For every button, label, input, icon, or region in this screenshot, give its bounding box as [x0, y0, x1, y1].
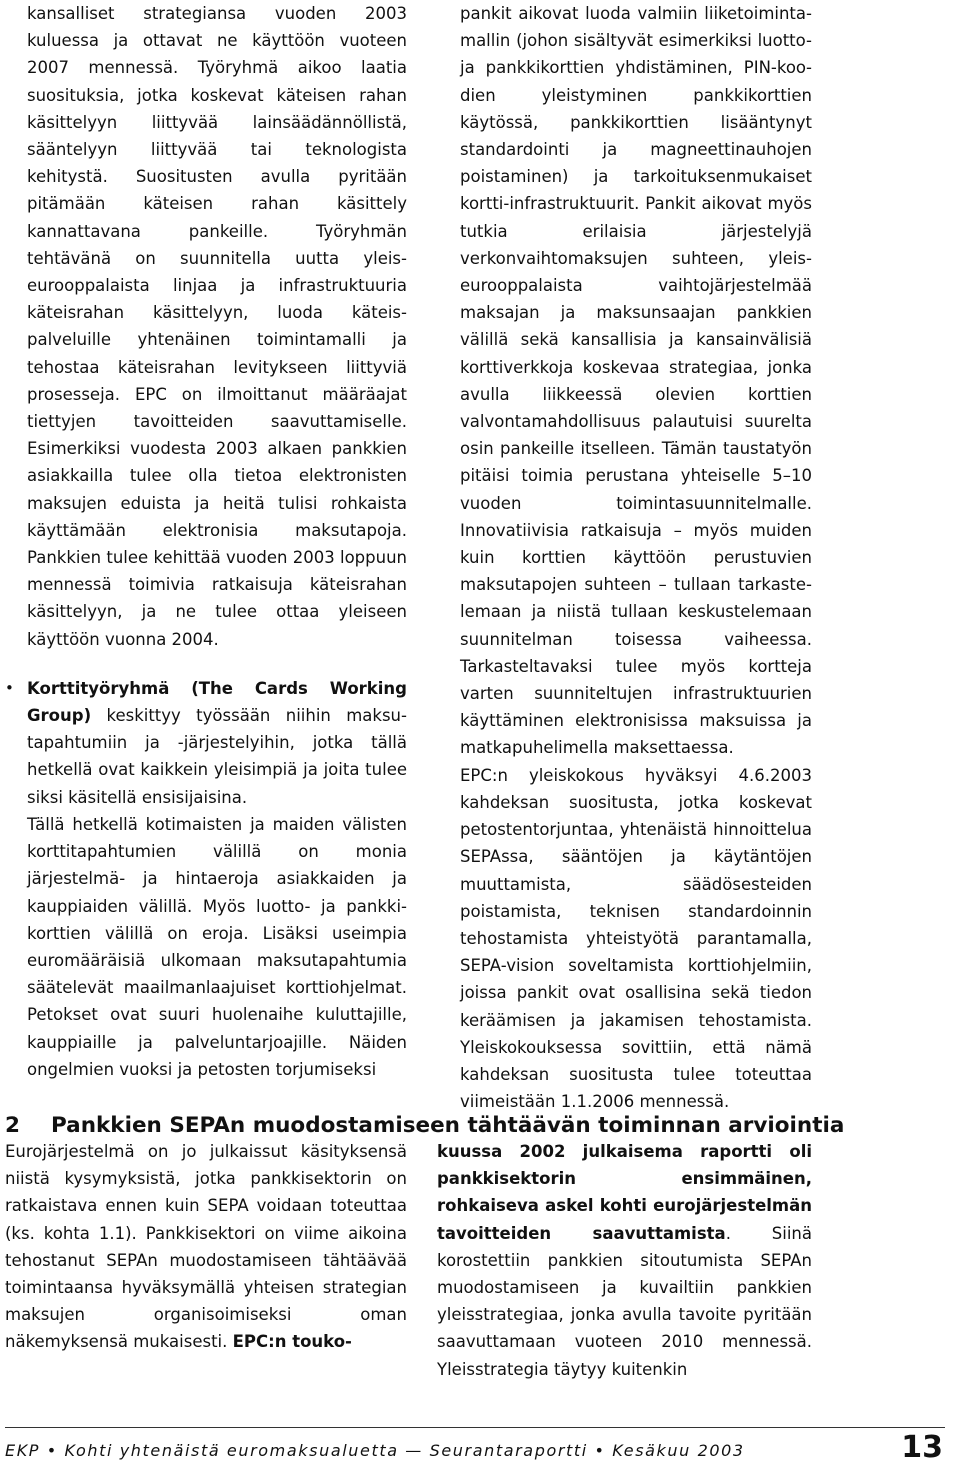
bottom-left-paragraph — [5, 1138, 407, 1356]
left-paragraph-2: Tällä hetkellä kotimaisten ja maiden välisten korttitapahtumien välillä on monia järjestelmä- ja hintaeroja asiakkaiden ja kauppiaiden välillä. Myös luotto- ja pankkikorttien välillä on eroja. Lisäksi useimpia euromääräisiä ulkomaan maksutapahtumia säätelevät maailmanlaajuiset korttiohjelmat. Petokset ovat suuri huolenaihe kuluttajille, kauppiaille ja palveluntarjoajille. Näiden ongelmien vuoksi ja petosten torjumiseksi — [27, 814, 407, 1079]
right-paragraph-2: EPC:n yleiskokous hyväksyi 4.6.2003 kahdeksan suositusta, jotka koskevat petostentorjuntaa, yhtenäistä hinnoittelua SEPAssa, sääntöjen ja käytäntöjen muuttamista, säädösesteiden poistamista, teknisen standardoinnin tehostamista yhteistyötä parantamalla, SEPA-vision soveltamista korttiohjelmiin, joissa pankit ovat osallisina sekä tiedon keräämisen ja jakamisen tehostamista. Yleiskokouksessa sovittiin, että nämä kahdeksan suositusta tulee toteuttaa viimeistään 1.1.2006 mennessä. — [460, 765, 812, 1112]
footer-divider — [5, 1427, 945, 1428]
section-heading — [5, 1113, 935, 1138]
bottom-right-text: . Siinä korostettiin pankkien sitoutumista SEPAn muodostamiseen ja kuvailtiin pankkien yleisstrategiaa, jonka avulla tavoite pyritään saavuttamaan vuoteen 2010 mennessä. Yleisstrategia täytyy kuitenkin — [437, 1223, 812, 1379]
bottom-left-column — [5, 1138, 407, 1356]
bullet-icon: • — [5, 678, 14, 697]
bottom-left-bold: EPC:n touko- — [232, 1332, 352, 1352]
bullet-heading: Korttityöryhmä (The Cards Working Group) — [27, 678, 407, 726]
left-column — [5, 0, 407, 1083]
bottom-right-paragraph — [437, 1138, 812, 1383]
footer-text: EKP • Kohti yhtenäistä euromaksualuetta — Seurantaraportti • Kesäkuu 2003 — [5, 1441, 745, 1460]
cards-working-group-bullet — [5, 675, 407, 811]
bottom-left-text: Eurojärjestelmä on jo julkaissut käsityksensä niistä kysymyksistä, jotka pankkisektorin on ratkaistava ennen kuin SEPA voidaan toteuttaa (ks. kohta 1.1). Pankkisektori on viime aikoina tehostanut SEPAn muodostamiseen tähtäävää toimintaansa hyväksymällä yhteisen strategian maksujen organisoimiseksi oman näkemyksensä mukaisesti. — [5, 1142, 407, 1352]
section-title: Pankkien SEPAn muodostamiseen tähtäävän toiminnan arviointia — [51, 1113, 845, 1138]
page-number: 13 — [901, 1430, 943, 1465]
bottom-right-column — [437, 1138, 812, 1383]
bottom-right-bold: kuussa 2002 julkaisema raportti oli pankkisektorin ensimmäinen, rohkaiseva askel kohti eurojärjestelmän tavoitteiden saavuttamista — [437, 1142, 812, 1243]
left-paragraph-1: kansalliset strategiansa vuoden 2003 kuluessa ja ottavat ne käyttöön vuoteen 2007 mennessä. Työryhmä aikoo laatia suosituksia, jotka koskevat käteisen rahan käsittelyyn liittyvää lainsäädännöllistä, sääntelyyn liittyvää tai teknologista kehitystä. Suositusten avulla pyritään pitämään käteisen rahan käsittely kannattavana pankeille. Työryhmän tehtävänä on suunnitella uutta yleiseurooppalaista linjaa ja infrastruktuuria käteisrahan käsittelyyn, luoda käteispalveluille yhtenäinen toimintamalli ja tehostaa käteisrahan levitykseen liittyviä prosesseja. EPC on ilmoittanut määräajat tiettyjen tavoitteiden saavuttamiselle. Esimerkiksi vuodesta 2003 alkaen pankkien asiakkailla tulee olla tietoa elektronisten maksujen eduista ja heitä tulisi rohkaista käyttämään elektronisia maksutapoja. Pankkien tulee kehittää vuoden 2003 loppuun mennessä toimivia ratkaisuja käteisrahan käsittelyyn, ja ne tulee ottaa yleiseen käyttöön vuonna 2004. — [27, 4, 407, 649]
section-number: 2 — [5, 1113, 20, 1138]
right-paragraph-1: pankit aikovat luoda valmiin liiketoimintamallin (johon sisältyvät esimerkiksi luotto- ja pankkikorttien yhdistäminen, PIN-koodien yleistyminen pankkikorttien käytössä, pankkikorttien lisääntynyt standardointi ja magneettinauhojen poistaminen) ja tarkoituksenmukaiset kortti-infrastruktuurit. Pankit aikovat myös tutkia erilaisia järjestelyjä verkonvaihtomaksujen suhteen, yleiseurooppalaista vaihtojärjestelmää maksajan ja maksunsaajan pankkien välillä sekä kansallisia ja kansainvälisiä korttiverkkoja koskevaa strategiaa, jonka avulla liikkeessä olevien korttien valvontamahdollisuus palautuisi suurelta osin pankeille itselleen. Tämän taustatyön pitäisi toimia perustana yhteiselle 5–10 vuoden toimintasuunnitelmalle. Innovatiivisia ratkaisuja – myös muiden kuin korttien käyttöön perustuvien maksutapojen suhteen – tullaan tarkastelemaan ja niistä tullaan keskustelemaan suunnitelman toisessa vaiheessa. Tarkasteltavaksi tulee myös kortteja varten suunniteltujen infrastruktuurien käyttäminen elektronisissa maksuissa ja matkapuhelimella maksettaessa. — [460, 4, 812, 758]
bullet-text: keskittyy työssään niihin maksutapahtumiin ja -järjestelyihin, jotka tällä hetkellä ovat kaikkein yleisimpiä ja joita tulee siksi käsitellä ensisijaisina. — [27, 706, 407, 807]
right-column — [460, 0, 812, 1115]
